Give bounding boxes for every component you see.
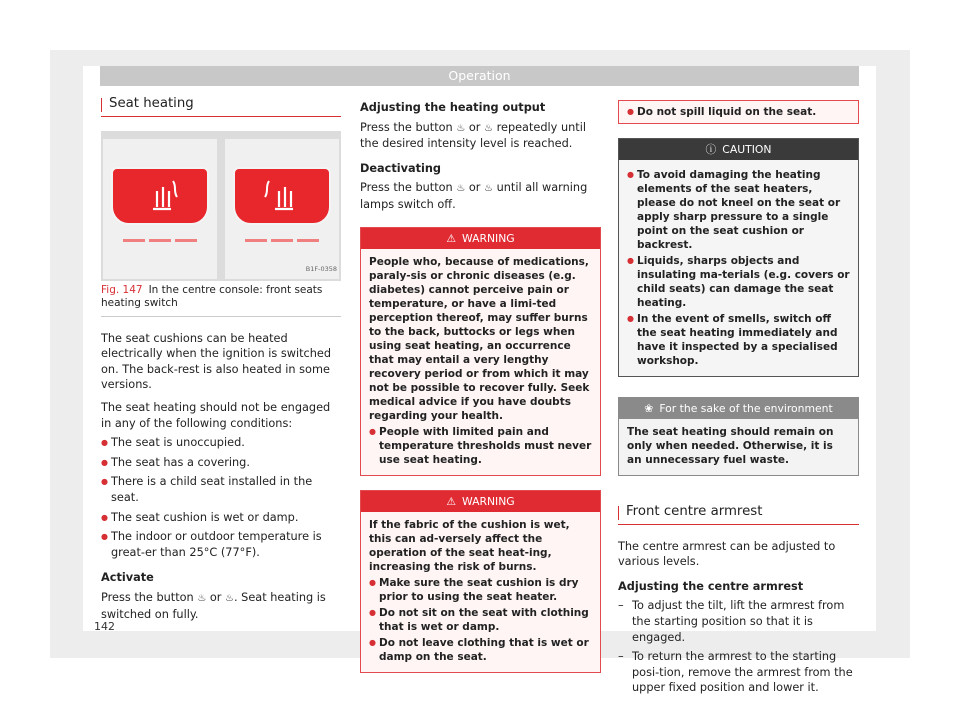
chapter-header: Operation bbox=[100, 66, 859, 86]
text-fragment: repeatedly until the desired intensity level is reached. bbox=[360, 120, 586, 151]
paragraph-conditions: The seat heating should not be engaged in any of the following conditions: bbox=[101, 400, 331, 430]
list-item: ● In the event of smells, switch off the seat heating immediately and have it inspected by a specialised workshop. bbox=[627, 312, 850, 368]
figure-left-panel bbox=[103, 139, 217, 279]
page-number: 142 bbox=[94, 620, 115, 633]
warning-header bbox=[361, 228, 600, 249]
column-2 bbox=[360, 100, 601, 673]
warning-body bbox=[361, 249, 600, 475]
list-item: ● Do not leave clothing that is wet or damp on the seat. bbox=[369, 636, 592, 664]
heading-deactivating: Deactivating bbox=[360, 161, 442, 175]
warning-body bbox=[361, 512, 600, 672]
warning-continuation-box bbox=[618, 100, 859, 124]
list-item: ● The seat has a covering. bbox=[101, 455, 341, 471]
right-indicator-1 bbox=[245, 239, 267, 242]
warning-label: WARNING bbox=[462, 494, 515, 508]
seat-heat-icon bbox=[235, 169, 333, 227]
column-3 bbox=[618, 100, 859, 696]
seat-heat-icon: ♨ bbox=[456, 122, 466, 134]
left-indicator-2 bbox=[149, 239, 171, 242]
environment-box bbox=[618, 397, 859, 476]
right-indicator-3 bbox=[297, 239, 319, 242]
seat-heat-icon: ♨ bbox=[225, 592, 234, 604]
list-item: ● The seat is unoccupied. bbox=[101, 435, 341, 451]
list-item: ● Do not spill liquid on the seat. bbox=[627, 105, 850, 119]
environment-header bbox=[619, 398, 858, 419]
seat-heat-icon: ♨ bbox=[484, 122, 493, 134]
paragraph-deactivate bbox=[360, 180, 601, 212]
environment-body bbox=[619, 419, 858, 475]
environment-text: The seat heating should remain on only when needed. Otherwise, it is an unnecessary fuel waste. bbox=[627, 426, 834, 466]
list-item: ● People with limited pain and temperature thresholds must never use seat heating. bbox=[369, 425, 592, 467]
list-item: ● The indoor or outdoor temperature is great-er than 25°C (77°F). bbox=[101, 529, 341, 560]
left-indicator-3 bbox=[175, 239, 197, 242]
section-title-seat-heating: Seat heating bbox=[101, 96, 341, 117]
caution-body bbox=[619, 160, 858, 376]
list-item: ● Do not sit on the seat with clothing that is wet or damp. bbox=[369, 606, 592, 634]
figure-number: Fig. 147 bbox=[101, 283, 143, 296]
text-fragment: Press the button bbox=[360, 181, 453, 195]
text-fragment: until all warning lamps switch off. bbox=[360, 181, 588, 211]
list-item: ● There is a child seat installed in the seat. bbox=[101, 474, 341, 505]
list-item: – To return the armrest to the starting posi-tion, remove the armrest from the upper fixed position and lower it. bbox=[618, 649, 859, 696]
caution-label: CAUTION bbox=[722, 143, 772, 156]
warning-text: People who, because of medications, paraly-sis or chronic diseases (e.g. diabetes) cannot perceive pain or temperature, or have a limi-ted perception thereof, may suffer burns to the back, buttocks or legs when using seat heating, an occurrence that may entail a very lengthy recovery period or from which it may not be possible to recover fully. Seek medical advice if you have doubts regarding your health. bbox=[369, 255, 590, 422]
heading-adjust-output: Adjusting the heating output bbox=[360, 101, 546, 114]
seat-heat-icon: ♨ bbox=[484, 183, 493, 195]
figure-seat-heating-switch bbox=[101, 131, 341, 281]
warning-body bbox=[619, 101, 858, 123]
warning-box-1 bbox=[360, 227, 601, 476]
text-fragment: Press the button bbox=[101, 590, 194, 604]
text-fragment: or bbox=[468, 181, 481, 195]
warning-text: If the fabric of the cushion is wet, this can ad-versely affect the operation of the seat heat-ing, increasing the risk of burns. bbox=[369, 518, 570, 573]
environment-icon: ❀ bbox=[644, 402, 654, 415]
paragraph-adjust bbox=[360, 120, 601, 152]
heading-activate: Activate bbox=[101, 571, 154, 585]
figure-caption bbox=[101, 284, 341, 317]
text-fragment: or bbox=[209, 590, 222, 604]
figure-code: B1F-0358 bbox=[305, 265, 337, 273]
caution-icon: ⓘ bbox=[705, 143, 717, 156]
warning-label: WARNING bbox=[462, 231, 515, 245]
warning-box-2 bbox=[360, 490, 601, 673]
list-item: ● Liquids, sharps objects and insulating ma-terials (e.g. covers or child seats) can damage the seat heating. bbox=[627, 254, 850, 310]
seat-heat-icon: ♨ bbox=[197, 592, 207, 604]
caption-text: In the centre console: front seats heating switch bbox=[101, 283, 323, 309]
heading-adjust-armrest: Adjusting the centre armrest bbox=[618, 579, 804, 593]
seat-heat-icon: ♨ bbox=[456, 183, 466, 195]
figure-right-panel bbox=[225, 139, 339, 279]
list-item: ● The seat cushion is wet or damp. bbox=[101, 510, 341, 526]
text-fragment: or bbox=[468, 120, 481, 134]
caution-header bbox=[619, 139, 858, 160]
section-title-armrest: Front centre armrest bbox=[618, 504, 859, 525]
text-fragment: Press the button bbox=[360, 120, 453, 134]
paragraph-armrest: The centre armrest can be adjusted to various levels. bbox=[618, 539, 836, 569]
list-item: ● Make sure the seat cushion is dry prior to using the seat heater. bbox=[369, 576, 592, 604]
list-item: ● To avoid damaging the heating elements of the seat heaters, please do not kneel on the seat or apply sharp pressure to a single point on the seat cushion or backrest. bbox=[627, 168, 850, 252]
right-seat-heat-button bbox=[233, 167, 331, 225]
text-fragment: . Seat heating is switched on fully. bbox=[101, 590, 326, 621]
right-indicator-2 bbox=[271, 239, 293, 242]
left-indicator-1 bbox=[123, 239, 145, 242]
caution-box bbox=[618, 138, 859, 377]
seat-heat-icon bbox=[113, 169, 211, 227]
warning-triangle-icon: ⚠ bbox=[446, 494, 456, 508]
left-seat-heat-button bbox=[111, 167, 209, 225]
column-1 bbox=[101, 96, 341, 622]
paragraph-intro: The seat cushions can be heated electrically when the ignition is switched on. The back-rest is also heated in some versions. bbox=[101, 331, 332, 392]
paragraph-activate bbox=[101, 590, 341, 622]
warning-header bbox=[361, 491, 600, 512]
warning-triangle-icon: ⚠ bbox=[446, 231, 456, 245]
list-item: – To adjust the tilt, lift the armrest from the starting position so that it is engaged. bbox=[618, 598, 859, 645]
environment-label: For the sake of the environment bbox=[659, 402, 833, 415]
